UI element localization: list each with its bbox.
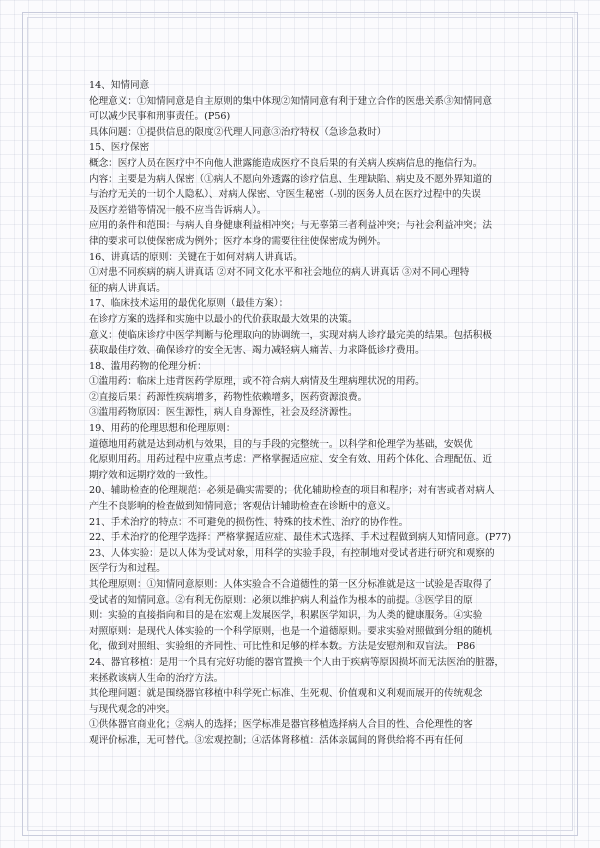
text-line: 期疗效和远期疗效的一致性。 (89, 469, 214, 481)
text-line: 化原则用药。用药过程中应重点考虑：严格掌握适应症、安全有效、用药个体化、合理配伍、近 (89, 454, 492, 466)
text-line: 观评价标准，无可替代。③宏观控制；④活体肾移植：活体亲属间的肾供给将不再有任何 (89, 734, 464, 746)
text-line: 在诊疗方案的选择和实施中以最小的代价获取最大效果的决策。 (89, 313, 358, 325)
text-line: 20、辅助检查的伦理规范：必须是确实需要的；优化辅助检查的项目和程序；对有害或者对病人 (89, 485, 495, 497)
text-line: 受试者的知情同意。②有利无伤原则：必须以维护病人利益作为根本的前提。③医学目的原 (89, 594, 473, 606)
text-line: 17、临床技术运用的最优化原则（最佳方案）： (89, 298, 289, 310)
text-line: 来拯救该病人生命的治疗方法。 (89, 672, 224, 684)
text-line: 可以减少民事和刑事责任。(P56) (89, 111, 231, 123)
text-line: 18、滥用药物的伦理分析： (89, 360, 207, 372)
text-line: 医学行为和过程。 (89, 563, 166, 575)
text-line: 23、人体实验：是以人体为受试对象，用科学的实验手段，有控制地对受试者进行研究和观察的 (89, 547, 495, 559)
text-line: 征的病人讲真话。 (89, 282, 166, 294)
text-line: 22、手术治疗的伦理学选择：严格掌握适应症、最佳术式选择、手术过程做到病人知情同意。(P77) (89, 532, 512, 544)
text-line: 内容：主要是为病人保密（①病人不愿向外透露的诊疗信息、生理缺陷、病史及不愿外界知道的 (89, 173, 492, 185)
text-line: 产生不良影响的检查做到知情同意；客观估计辅助检查在诊断中的意义。 (89, 501, 396, 513)
text-line: 概念：医疗人员在医疗中不向他人泄露能造成医疗不良后果的有关病人疾病信息的拖信行为。 (89, 157, 483, 169)
text-line: 获取最佳疗效、确保诊疗的安全无害、竭力减轻病人痛苦、力求降低诊疗费用。 (89, 345, 425, 357)
text-line: 应用的条件和范围：与病人自身健康利益相冲突；与无辜第三者利益冲突；与社会利益冲突；法 (89, 220, 492, 232)
text-line: 对照原则：是现代人体实验的一个科学原则，也是一个道德原则。要求实验对照做到分组的随机 (89, 625, 492, 637)
text-line: 21、手术治疗的特点：不可避免的损伤性、特殊的技术性、治疗的协作性。 (89, 516, 409, 528)
text-line: 其伦理问题：就是围绕器官移植中科学死亡标准、生死观、价值观和义利观而展开的传统观念 (89, 688, 483, 700)
text-line: ③滥用药物原因：医生源性，病人自身源性，社会及经济源性。 (89, 407, 358, 419)
text-line: 14、知情同意 (89, 80, 150, 91)
text-line: 意义：使临床诊疗中医学判断与伦理取向的协调统一，实现对病人诊疗最完美的结果。包括积极 (89, 329, 492, 341)
text-line: 化，做到对照组、实验组的齐同性、可比性和足够的样本数。方法是安慰剂和双盲法。 P86 (89, 641, 476, 653)
text-line: 15、医疗保密 (89, 142, 150, 154)
text-line: 19、用药的伦理思想和伦理原则： (89, 423, 236, 435)
text-line: 道德地用药就是达到动机与效果，目的与手段的完整统一。以科学和伦理学为基础，安娱优 (89, 438, 473, 450)
text-line: ①供体器官商业化；②病人的选择；医学标准是器官移植选择病人合目的性、合伦理性的客 (89, 719, 473, 731)
text-line: ②直接后果：药源性疾病增多，药物性依赖增多，医药资源浪费。 (89, 391, 368, 403)
text-line: 24、器官移植：是用一个具有完好功能的器官置换一个人由于疾病等原因损坏而无法医治的脏器， (89, 656, 505, 668)
text-line: ①滥用药：临床上违背医药学原理，或不符合病人病情及生理病理状况的用药。 (89, 376, 425, 388)
document-body (89, 78, 521, 749)
text-line: 具体问题：①提供信息的限度②代理人同意③治疗特权（急诊急救时） (89, 126, 387, 138)
text-line: 则：实验的直接指向和目的是在宏观上发展医学，积累医学知识，为人类的健康服务。④实验 (89, 610, 483, 622)
text-line: 其伦理原则：①知情同意原则：人体实验合不合道德性的第一区分标准就是这一试验是否取得了 (89, 579, 492, 590)
text-line: 律的要求可以使保密成为例外；医疗本身的需要往往使保密成为例外。 (89, 235, 387, 247)
text-line: 与现代观念的冲突。 (89, 703, 176, 715)
text-line: 及医疗差错等情况一般不应当告诉病人）。 (89, 204, 267, 216)
text-line: 伦理意义：①知情同意是自主原则的集中体现②知情同意有利于建立合作的医患关系③知情同意 (89, 95, 492, 107)
text-line: 16、讲真话的原则：关键在于如何对病人讲真话。 (89, 251, 303, 263)
text-line: ①对患不同疾病的病人讲真话 ②对不同文化水平和社会地位的病人讲真话 ③对不同心理特 (89, 267, 470, 279)
text-line: 与治疗无关的一切个人隐私）、对病人保密、守医生秘密（-别的医务人员在医疗过程中的失误 (89, 189, 481, 201)
